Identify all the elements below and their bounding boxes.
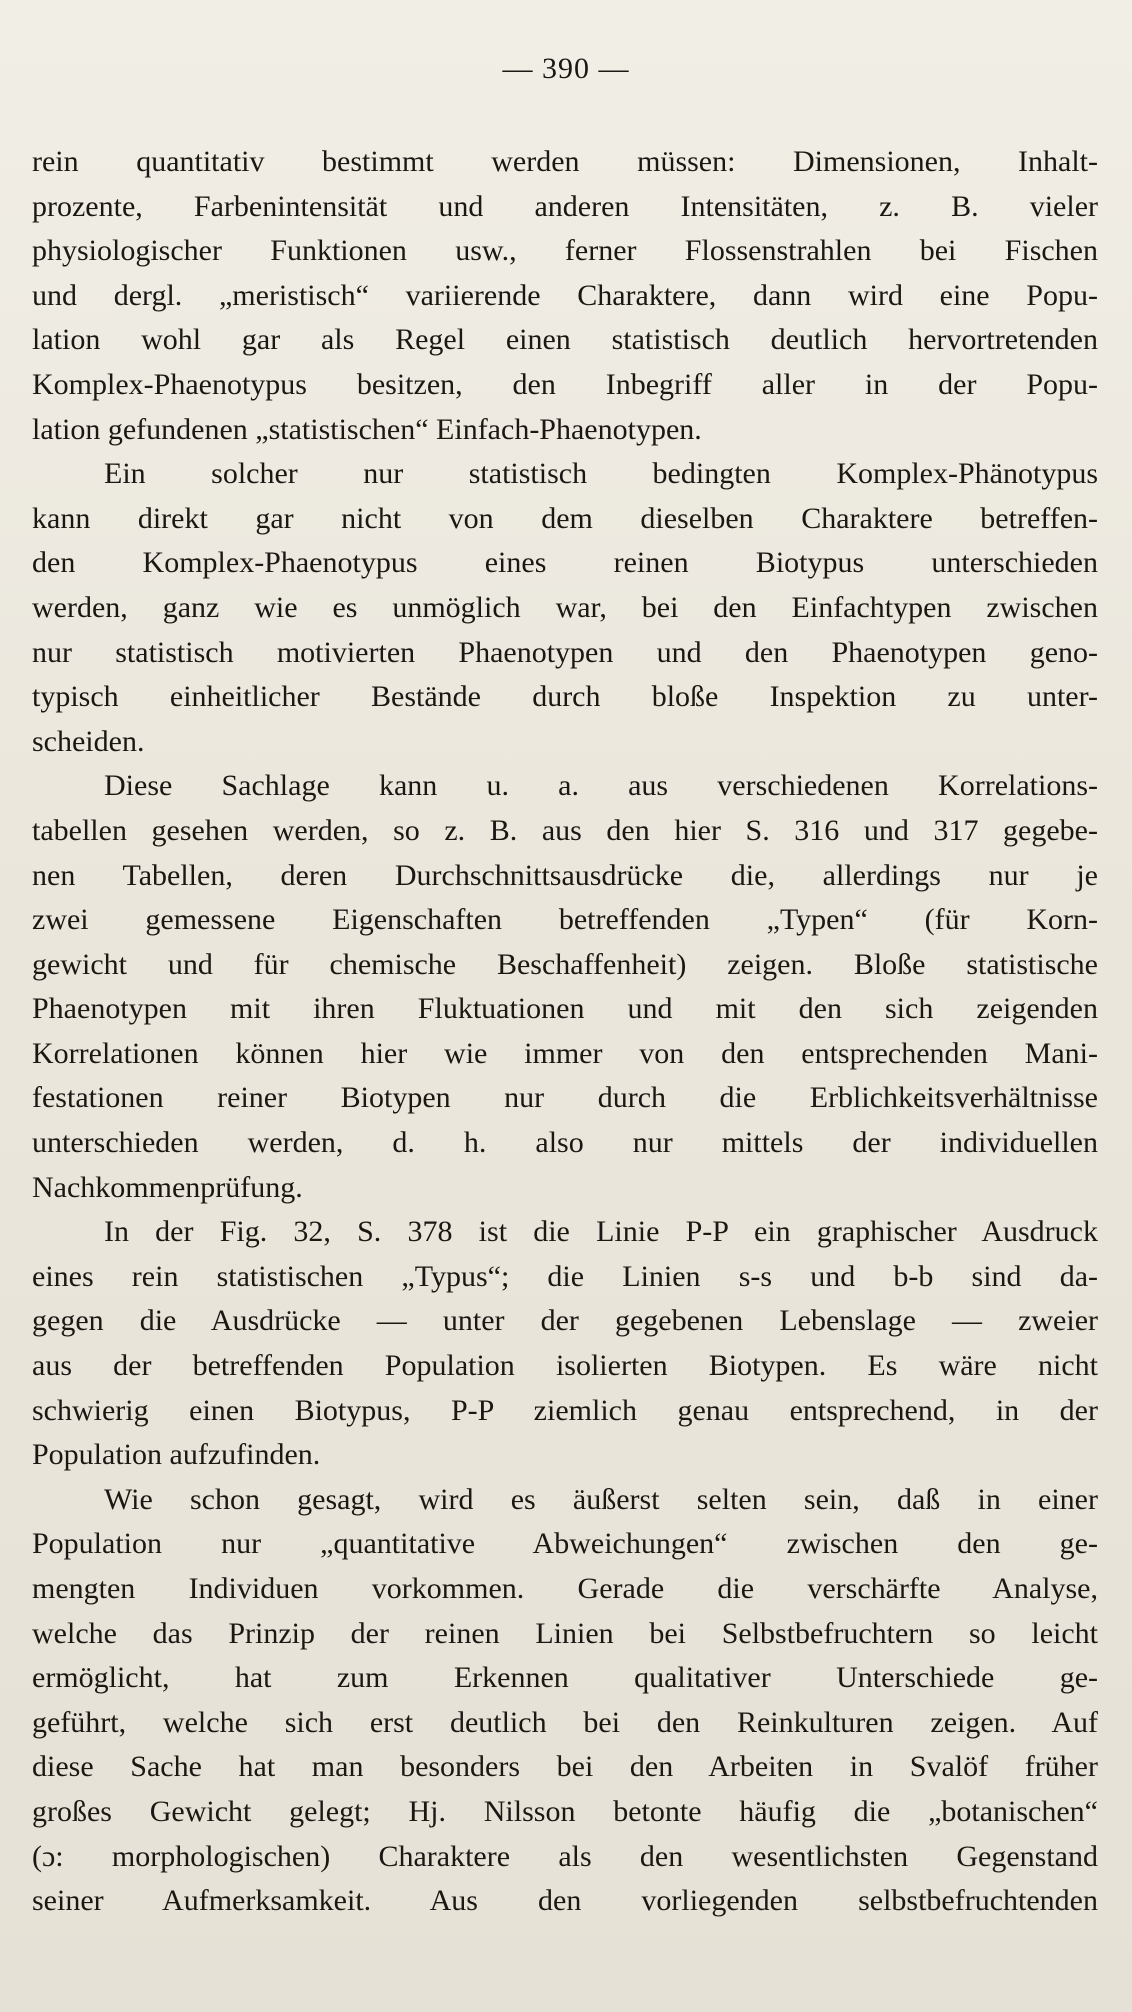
text-line: nen Tabellen, deren Durchschnittsausdrücke die, allerdings nur je <box>32 858 1098 892</box>
text-line: Phaenotypen mit ihren Fluktuationen und mit den sich zeigenden <box>32 992 1098 1026</box>
text-line: tabellen gesehen werden, so z. B. aus den hier S. 316 und 317 gegebe- <box>32 813 1098 847</box>
text-line: rein quantitativ bestimmt werden müssen: Dimensionen, Inhalt- <box>32 145 1098 178</box>
text-line: Wie schon gesagt, wird es äußerst selten sein, daß in einer <box>104 1482 1098 1516</box>
text-line: festationen reiner Biotypen nur durch die Erblichkeitsverhältnisse <box>32 1081 1098 1115</box>
text-line: nur statistisch motivierten Phaenotypen und den Phaenotypen geno- <box>32 635 1098 669</box>
text-line: physiologischer Funktionen usw., ferner Flossenstrahlen bei Fischen <box>32 234 1098 268</box>
text-line: Population aufzufinden. <box>32 1438 321 1472</box>
text-line: Nachkommenprüfung. <box>32 1170 303 1204</box>
text-line: schwierig einen Biotypus, P-P ziemlich genau entsprechend, in der <box>32 1393 1098 1427</box>
text-line: kann direkt gar nicht von dem dieselben Charaktere betreffen- <box>32 501 1098 535</box>
text-line: aus der betreffenden Population isolierten Biotypen. Es wäre nicht <box>32 1349 1098 1383</box>
text-line: zwei gemessene Eigenschaften betreffenden „Typen“ (für Korn- <box>32 903 1098 937</box>
text-line: Korrelationen können hier wie immer von den entsprechenden Mani- <box>32 1036 1098 1070</box>
text-line: gegen die Ausdrücke — unter der gegebenen Lebenslage — zweier <box>32 1304 1098 1338</box>
text-line: unterschieden werden, d. h. also nur mittels der individuellen <box>32 1126 1098 1160</box>
text-line: mengten Individuen vorkommen. Gerade die verschärfte Analyse, <box>32 1572 1098 1605</box>
text-line: ermöglicht, hat zum Erkennen qualitativer Unterschiede ge- <box>32 1661 1098 1695</box>
text-line: typisch einheitlicher Bestände durch bloße Inspektion zu unter- <box>32 680 1098 714</box>
body-text <box>32 140 1098 1924</box>
text-line: Population nur „quantitative Abweichungen“ zwischen den ge- <box>32 1527 1098 1561</box>
text-line: prozente, Farbenintensität und anderen Intensitäten, z. B. vieler <box>32 189 1098 223</box>
text-line: seiner Aufmerksamkeit. Aus den vorliegenden selbstbefruchtenden <box>32 1884 1098 1918</box>
text-line: welche das Prinzip der reinen Linien bei Selbstbefruchtern so leicht <box>32 1616 1098 1650</box>
text-line: lation gefundenen „statistischen“ Einfach-Phaenotypen. <box>32 412 702 446</box>
text-line: großes Gewicht gelegt; Hj. Nilsson betonte häufig die „botanischen“ <box>32 1794 1098 1828</box>
page-number: — 390 — <box>502 52 630 85</box>
text-line: (ɔ: morphologischen) Charaktere als den wesentlichsten Gegenstand <box>32 1839 1098 1873</box>
text-line: lation wohl gar als Regel einen statistisch deutlich hervortretenden <box>32 323 1098 357</box>
text-line: In der Fig. 32, S. 378 ist die Linie P-P ein graphischer Ausdruck <box>104 1215 1098 1249</box>
text-line: Komplex-Phaenotypus besitzen, den Inbegriff aller in der Popu- <box>32 367 1098 401</box>
text-line: den Komplex-Phaenotypus eines reinen Biotypus unterschieden <box>32 546 1098 580</box>
text-line: werden, ganz wie es unmöglich war, bei den Einfachtypen zwischen <box>32 590 1098 624</box>
text-line: gewicht und für chemische Beschaffenheit) zeigen. Bloße statistische <box>32 947 1098 981</box>
text-line: geführt, welche sich erst deutlich bei den Reinkulturen zeigen. Auf <box>32 1705 1098 1739</box>
text-line: eines rein statistischen „Typus“; die Linien s-s und b-b sind da- <box>32 1259 1098 1293</box>
text-line: scheiden. <box>32 724 145 758</box>
text-line: Ein solcher nur statistisch bedingten Komplex-Phänotypus <box>104 457 1098 491</box>
text-line: diese Sache hat man besonders bei den Arbeiten in Svalöf früher <box>32 1750 1098 1784</box>
text-line: und dergl. „meristisch“ variierende Charaktere, dann wird eine Popu- <box>32 278 1098 312</box>
text-line: Diese Sachlage kann u. a. aus verschiedenen Korrelations- <box>104 769 1098 803</box>
